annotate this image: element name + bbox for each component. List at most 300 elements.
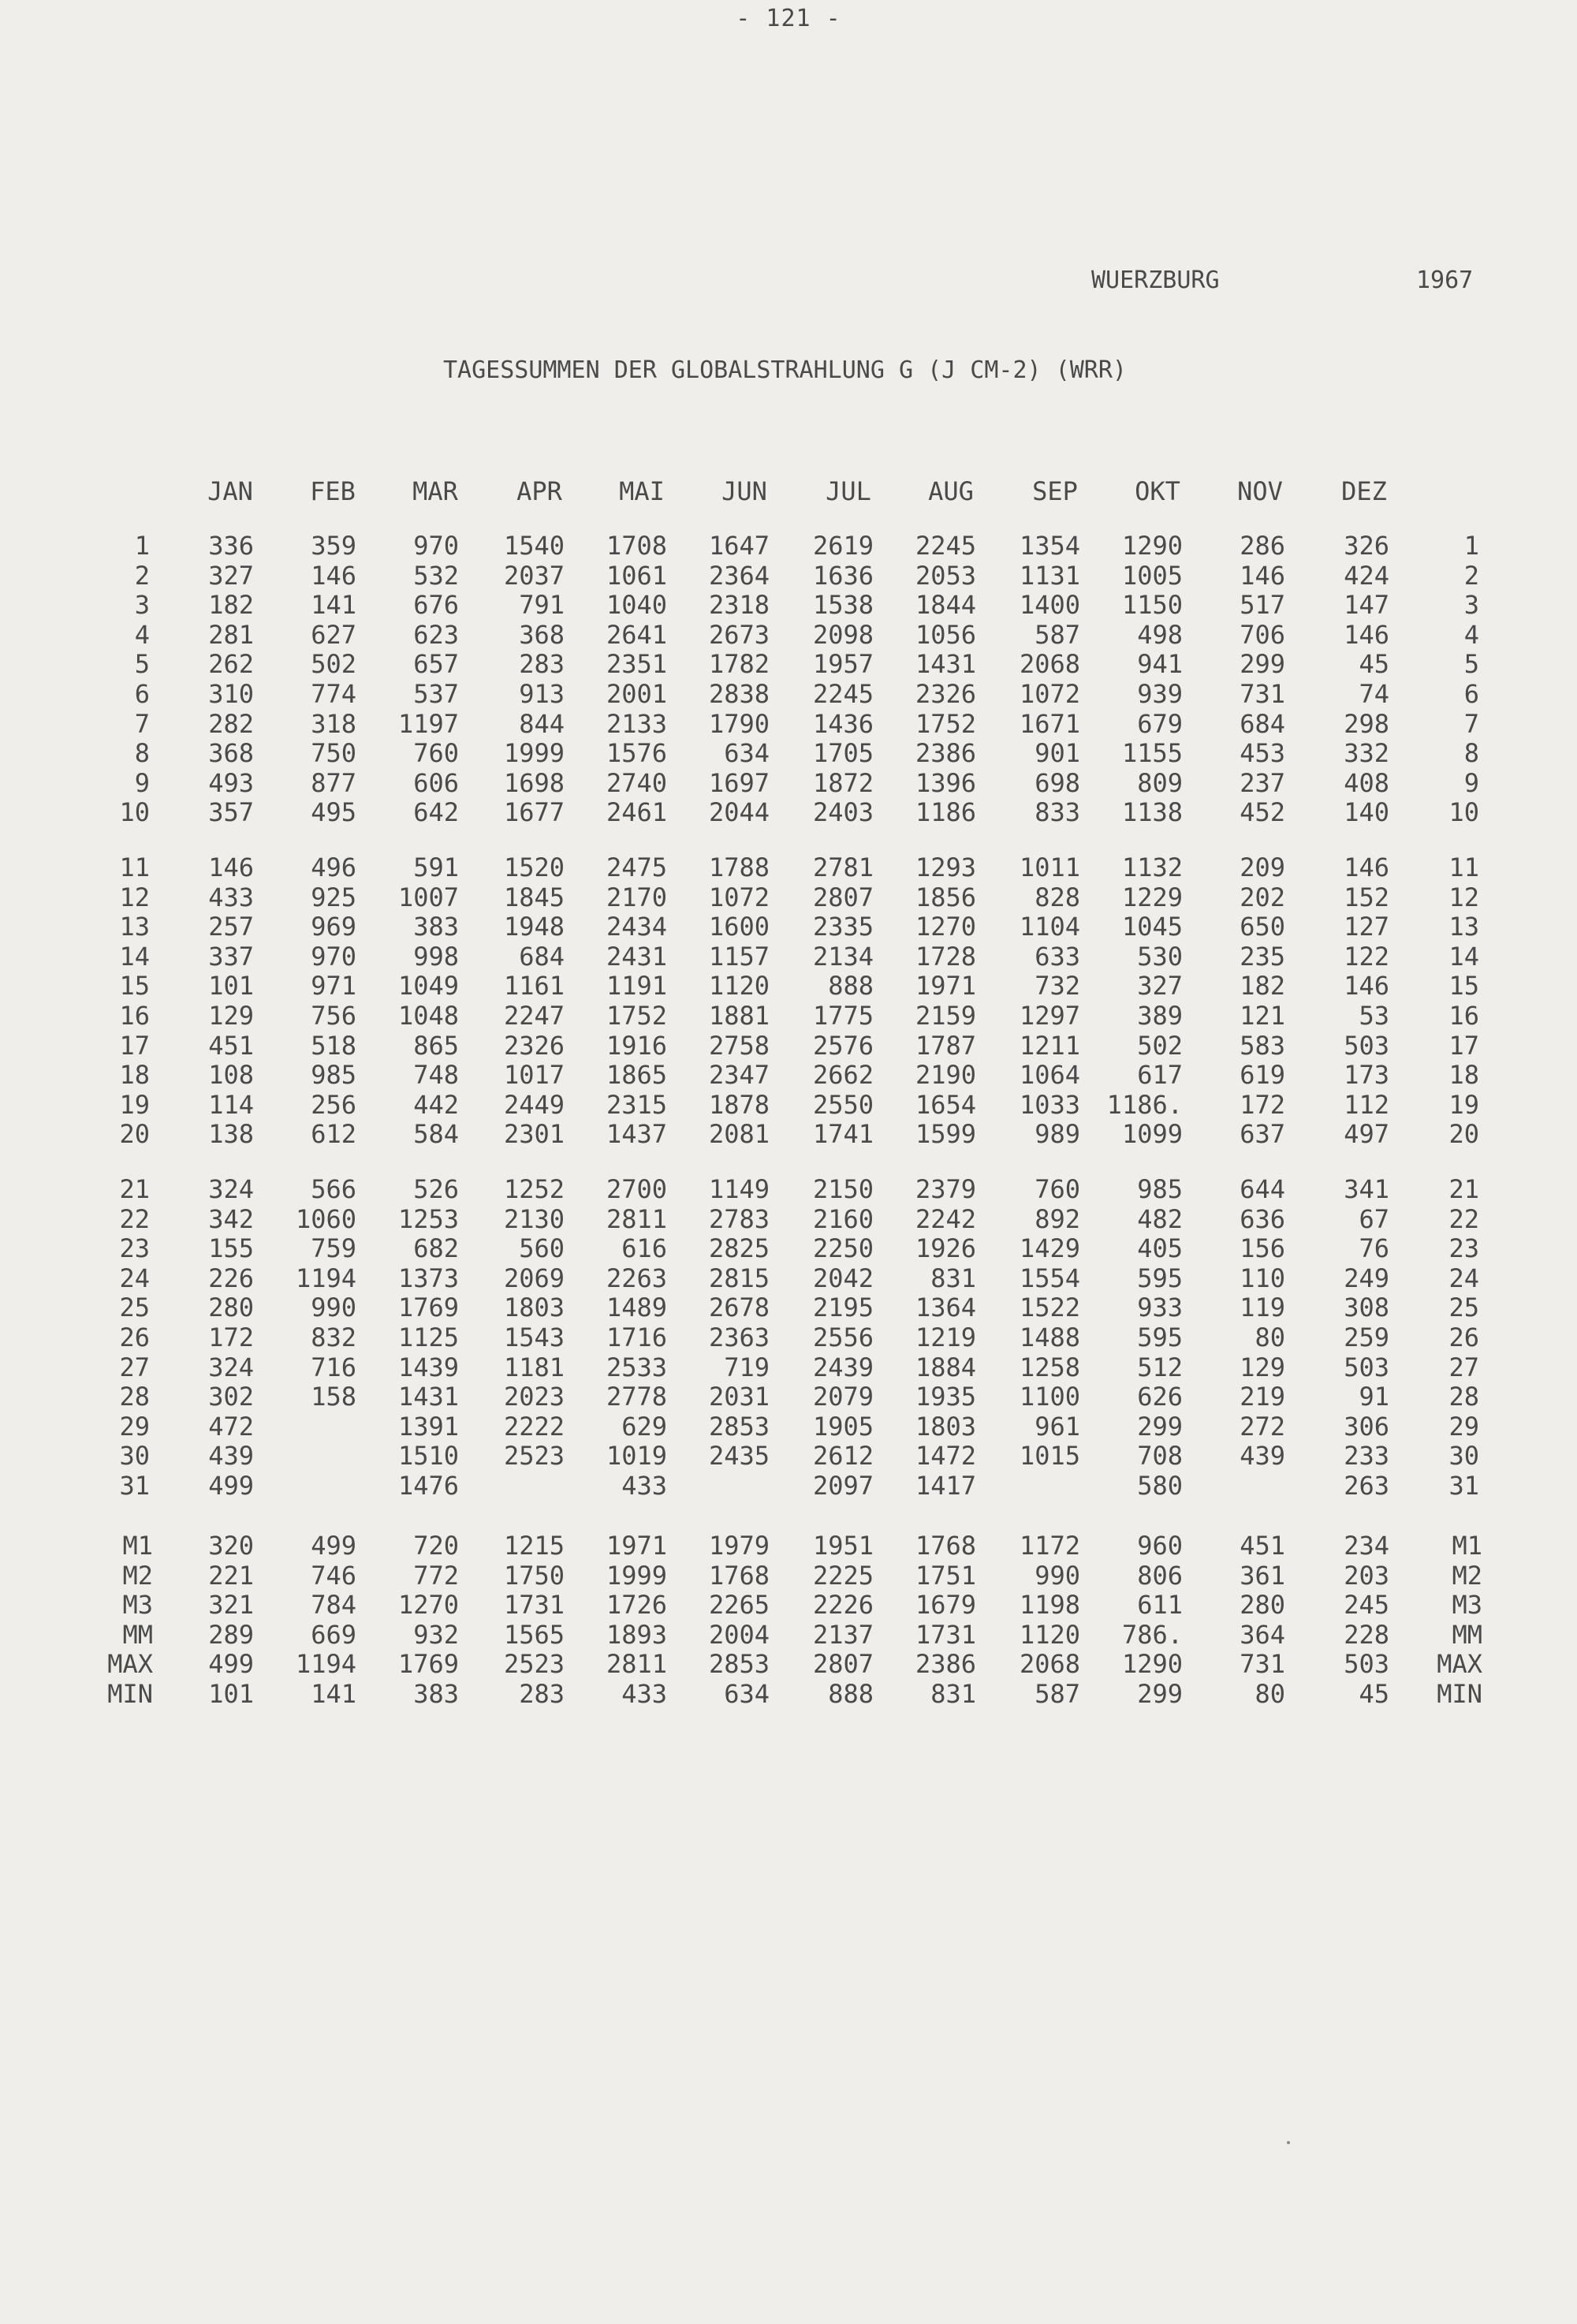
value-cell: 1916 bbox=[606, 1031, 667, 1061]
summary-value-cell: 2137 bbox=[812, 1620, 874, 1650]
summary-value-cell: 2068 bbox=[1019, 1649, 1080, 1679]
day-label-left: 26 bbox=[119, 1322, 150, 1352]
value-cell: 2301 bbox=[503, 1119, 565, 1149]
value-cell: 791 bbox=[519, 590, 565, 620]
summary-value-cell: 141 bbox=[311, 1679, 356, 1709]
day-label-left: 27 bbox=[119, 1352, 150, 1382]
summary-value-cell: 1999 bbox=[606, 1561, 667, 1591]
value-cell: 530 bbox=[1137, 942, 1183, 972]
day-label-left: 2 bbox=[134, 561, 150, 591]
value-cell: 1161 bbox=[503, 971, 565, 1001]
summary-value-cell: 784 bbox=[311, 1590, 356, 1620]
value-cell: 302 bbox=[208, 1382, 254, 1412]
value-cell: 262 bbox=[208, 649, 254, 679]
value-cell: 756 bbox=[311, 1001, 356, 1031]
month-header-feb: FEB bbox=[310, 476, 356, 506]
value-cell: 2576 bbox=[812, 1031, 874, 1061]
summary-value-cell: 888 bbox=[828, 1679, 874, 1709]
value-cell: 809 bbox=[1137, 768, 1183, 798]
value-cell: 708 bbox=[1137, 1441, 1183, 1471]
summary-value-cell: 1270 bbox=[397, 1590, 459, 1620]
value-cell: 971 bbox=[311, 971, 356, 1001]
value-cell: 152 bbox=[1344, 882, 1389, 912]
value-cell: 74 bbox=[1359, 679, 1389, 709]
value-cell: 1520 bbox=[503, 852, 565, 882]
day-label-right: 13 bbox=[1448, 912, 1479, 942]
value-cell: 619 bbox=[1240, 1060, 1285, 1090]
value-cell: 1698 bbox=[503, 768, 565, 798]
value-cell: 684 bbox=[519, 942, 565, 972]
day-label-right: 2 bbox=[1463, 561, 1479, 591]
value-cell: 1005 bbox=[1121, 561, 1183, 591]
summary-value-cell: 1979 bbox=[708, 1531, 770, 1561]
value-cell: 1056 bbox=[915, 620, 976, 650]
day-label-left: 17 bbox=[119, 1031, 150, 1061]
value-cell: 636 bbox=[1240, 1204, 1285, 1234]
summary-value-cell: 2853 bbox=[708, 1649, 770, 1679]
value-cell: 933 bbox=[1137, 1293, 1183, 1322]
day-label-left: 25 bbox=[119, 1293, 150, 1322]
value-cell: 2250 bbox=[812, 1233, 874, 1263]
value-cell: 2068 bbox=[1019, 649, 1080, 679]
value-cell: 2159 bbox=[915, 1001, 976, 1031]
value-cell: 439 bbox=[208, 1441, 254, 1471]
value-cell: 310 bbox=[208, 679, 254, 709]
value-cell: 156 bbox=[1240, 1233, 1285, 1263]
value-cell: 1844 bbox=[915, 590, 976, 620]
value-cell: 1364 bbox=[915, 1293, 976, 1322]
value-cell: 1417 bbox=[915, 1471, 976, 1501]
value-cell: 442 bbox=[413, 1090, 459, 1120]
value-cell: 1290 bbox=[1121, 531, 1183, 561]
summary-value-cell: 2811 bbox=[606, 1649, 667, 1679]
value-cell: 1431 bbox=[915, 649, 976, 679]
value-cell: 1191 bbox=[606, 971, 667, 1001]
value-cell: 2031 bbox=[708, 1382, 770, 1412]
day-label-right: 8 bbox=[1463, 738, 1479, 768]
value-cell: 1472 bbox=[915, 1441, 976, 1471]
value-cell: 2190 bbox=[915, 1060, 976, 1090]
value-cell: 2815 bbox=[708, 1263, 770, 1293]
value-cell: 901 bbox=[1035, 738, 1080, 768]
value-cell: 2556 bbox=[812, 1322, 874, 1352]
value-cell: 719 bbox=[724, 1352, 770, 1382]
day-label-left: 21 bbox=[119, 1174, 150, 1204]
day-label-left: 29 bbox=[119, 1412, 150, 1442]
value-cell: 1845 bbox=[503, 882, 565, 912]
value-cell: 1011 bbox=[1019, 852, 1080, 882]
summary-value-cell: 245 bbox=[1344, 1590, 1389, 1620]
value-cell: 716 bbox=[311, 1352, 356, 1382]
day-label-right: 19 bbox=[1448, 1090, 1479, 1120]
value-cell: 566 bbox=[311, 1174, 356, 1204]
value-cell: 1211 bbox=[1019, 1031, 1080, 1061]
value-cell: 1131 bbox=[1019, 561, 1080, 591]
value-cell: 405 bbox=[1137, 1233, 1183, 1263]
value-cell: 1431 bbox=[397, 1382, 459, 1412]
value-cell: 1045 bbox=[1121, 912, 1183, 942]
day-label-left: 22 bbox=[119, 1204, 150, 1234]
value-cell: 1716 bbox=[606, 1322, 667, 1352]
value-cell: 1554 bbox=[1019, 1263, 1080, 1293]
value-cell: 1599 bbox=[915, 1119, 976, 1149]
value-cell: 433 bbox=[208, 882, 254, 912]
day-label-left: 30 bbox=[119, 1441, 150, 1471]
value-cell: 146 bbox=[1344, 620, 1389, 650]
summary-label-right: MIN bbox=[1437, 1679, 1482, 1709]
value-cell: 591 bbox=[413, 852, 459, 882]
value-cell: 2347 bbox=[708, 1060, 770, 1090]
value-cell: 1872 bbox=[812, 768, 874, 798]
value-cell: 970 bbox=[311, 942, 356, 972]
value-cell: 633 bbox=[1035, 942, 1080, 972]
day-label-right: 30 bbox=[1448, 1441, 1479, 1471]
summary-value-cell: 1951 bbox=[812, 1531, 874, 1561]
day-label-right: 18 bbox=[1448, 1060, 1479, 1090]
value-cell: 499 bbox=[208, 1471, 254, 1501]
value-cell: 985 bbox=[1137, 1174, 1183, 1204]
value-cell: 1099 bbox=[1121, 1119, 1183, 1149]
value-cell: 341 bbox=[1344, 1174, 1389, 1204]
value-cell: 1957 bbox=[812, 649, 874, 679]
value-cell: 324 bbox=[208, 1352, 254, 1382]
day-label-right: 14 bbox=[1448, 942, 1479, 972]
value-cell: 1104 bbox=[1019, 912, 1080, 942]
day-label-right: 4 bbox=[1463, 620, 1479, 650]
value-cell: 76 bbox=[1359, 1233, 1389, 1263]
summary-value-cell: 2386 bbox=[915, 1649, 976, 1679]
value-cell: 155 bbox=[208, 1233, 254, 1263]
value-cell: 1510 bbox=[397, 1441, 459, 1471]
value-cell: 233 bbox=[1344, 1441, 1389, 1471]
day-label-left: 9 bbox=[134, 768, 150, 798]
value-cell: 257 bbox=[208, 912, 254, 942]
month-header-dez: DEZ bbox=[1341, 476, 1387, 506]
summary-label-left: M2 bbox=[122, 1561, 153, 1591]
value-cell: 626 bbox=[1137, 1382, 1183, 1412]
summary-label-right: MAX bbox=[1437, 1649, 1482, 1679]
value-cell: 1935 bbox=[915, 1382, 976, 1412]
value-cell: 122 bbox=[1344, 942, 1389, 972]
month-header-apr: APR bbox=[516, 476, 562, 506]
table-title: TAGESSUMMEN DER GLOBALSTRAHLUNG G (J CM-2) (WRR) bbox=[443, 356, 1127, 384]
summary-label-left: M3 bbox=[122, 1590, 153, 1620]
value-cell: 1150 bbox=[1121, 590, 1183, 620]
value-cell: 53 bbox=[1359, 1001, 1389, 1031]
value-cell: 1138 bbox=[1121, 797, 1183, 827]
value-cell: 759 bbox=[311, 1233, 356, 1263]
value-cell: 888 bbox=[828, 971, 874, 1001]
value-cell: 368 bbox=[208, 738, 254, 768]
value-cell: 642 bbox=[413, 797, 459, 827]
day-label-left: 19 bbox=[119, 1090, 150, 1120]
value-cell: 2335 bbox=[812, 912, 874, 942]
value-cell: 760 bbox=[413, 738, 459, 768]
value-cell: 503 bbox=[1344, 1352, 1389, 1382]
value-cell: 2326 bbox=[503, 1031, 565, 1061]
value-cell: 1905 bbox=[812, 1412, 874, 1442]
value-cell: 2160 bbox=[812, 1204, 874, 1234]
summary-value-cell: 433 bbox=[621, 1679, 667, 1709]
value-cell: 2700 bbox=[606, 1174, 667, 1204]
day-label-right: 22 bbox=[1448, 1204, 1479, 1234]
value-cell: 1270 bbox=[915, 912, 976, 942]
value-cell: 332 bbox=[1344, 738, 1389, 768]
month-header-mar: MAR bbox=[412, 476, 458, 506]
summary-value-cell: 1971 bbox=[606, 1531, 667, 1561]
value-cell: 482 bbox=[1137, 1204, 1183, 1234]
value-cell: 1476 bbox=[397, 1471, 459, 1501]
value-cell: 2081 bbox=[708, 1119, 770, 1149]
value-cell: 1197 bbox=[397, 709, 459, 739]
value-cell: 2044 bbox=[708, 797, 770, 827]
day-label-right: 7 bbox=[1463, 709, 1479, 739]
value-cell: 259 bbox=[1344, 1322, 1389, 1352]
value-cell: 732 bbox=[1035, 971, 1080, 1001]
value-cell: 502 bbox=[311, 649, 356, 679]
value-cell: 2222 bbox=[503, 1412, 565, 1442]
value-cell: 256 bbox=[311, 1090, 356, 1120]
value-cell: 2351 bbox=[606, 649, 667, 679]
value-cell: 453 bbox=[1240, 738, 1285, 768]
value-cell: 537 bbox=[413, 679, 459, 709]
value-cell: 1064 bbox=[1019, 1060, 1080, 1090]
day-label-right: 9 bbox=[1463, 768, 1479, 798]
value-cell: 337 bbox=[208, 942, 254, 972]
month-header-okt: OKT bbox=[1135, 476, 1180, 506]
value-cell: 616 bbox=[621, 1233, 667, 1263]
value-cell: 112 bbox=[1344, 1090, 1389, 1120]
value-cell: 497 bbox=[1344, 1119, 1389, 1149]
value-cell: 452 bbox=[1240, 797, 1285, 827]
month-header-sep: SEP bbox=[1032, 476, 1078, 506]
value-cell: 1061 bbox=[606, 561, 667, 591]
value-cell: 45 bbox=[1359, 649, 1389, 679]
value-cell: 2612 bbox=[812, 1441, 874, 1471]
value-cell: 731 bbox=[1240, 679, 1285, 709]
value-cell: 1543 bbox=[503, 1322, 565, 1352]
value-cell: 595 bbox=[1137, 1263, 1183, 1293]
value-cell: 383 bbox=[413, 912, 459, 942]
value-cell: 2037 bbox=[503, 561, 565, 591]
value-cell: 1884 bbox=[915, 1352, 976, 1382]
value-cell: 141 bbox=[311, 590, 356, 620]
summary-label-left: M1 bbox=[122, 1531, 153, 1561]
summary-value-cell: 320 bbox=[208, 1531, 254, 1561]
value-cell: 1865 bbox=[606, 1060, 667, 1090]
summary-value-cell: 503 bbox=[1344, 1649, 1389, 1679]
value-cell: 439 bbox=[1240, 1441, 1285, 1471]
value-cell: 451 bbox=[208, 1031, 254, 1061]
summary-value-cell: 45 bbox=[1359, 1679, 1389, 1709]
summary-value-cell: 2265 bbox=[708, 1590, 770, 1620]
summary-value-cell: 669 bbox=[311, 1620, 356, 1650]
value-cell: 2097 bbox=[812, 1471, 874, 1501]
summary-value-cell: 990 bbox=[1035, 1561, 1080, 1591]
day-label-right: 23 bbox=[1448, 1233, 1479, 1263]
value-cell: 760 bbox=[1035, 1174, 1080, 1204]
value-cell: 1181 bbox=[503, 1352, 565, 1382]
page-number: - 121 - bbox=[736, 5, 841, 32]
day-label-right: 11 bbox=[1448, 852, 1479, 882]
summary-value-cell: 1290 bbox=[1121, 1649, 1183, 1679]
value-cell: 281 bbox=[208, 620, 254, 650]
value-cell: 1705 bbox=[812, 738, 874, 768]
summary-value-cell: 321 bbox=[208, 1590, 254, 1620]
value-cell: 512 bbox=[1137, 1352, 1183, 1382]
value-cell: 2386 bbox=[915, 738, 976, 768]
value-cell: 129 bbox=[208, 1001, 254, 1031]
summary-value-cell: 1751 bbox=[915, 1561, 976, 1591]
value-cell: 969 bbox=[311, 912, 356, 942]
day-label-right: 10 bbox=[1448, 797, 1479, 827]
value-cell: 1229 bbox=[1121, 882, 1183, 912]
value-cell: 146 bbox=[1240, 561, 1285, 591]
summary-value-cell: 1172 bbox=[1019, 1531, 1080, 1561]
summary-value-cell: 2807 bbox=[812, 1649, 874, 1679]
value-cell: 173 bbox=[1344, 1060, 1389, 1090]
value-cell: 1576 bbox=[606, 738, 667, 768]
value-cell: 1752 bbox=[915, 709, 976, 739]
summary-value-cell: 1565 bbox=[503, 1620, 565, 1650]
summary-value-cell: 383 bbox=[413, 1679, 459, 1709]
value-cell: 1741 bbox=[812, 1119, 874, 1149]
value-cell: 2245 bbox=[915, 531, 976, 561]
summary-value-cell: 806 bbox=[1137, 1561, 1183, 1591]
value-cell: 2318 bbox=[708, 590, 770, 620]
summary-value-cell: 772 bbox=[413, 1561, 459, 1591]
value-cell: 172 bbox=[208, 1322, 254, 1352]
value-cell: 706 bbox=[1240, 620, 1285, 650]
value-cell: 503 bbox=[1344, 1031, 1389, 1061]
value-cell: 2475 bbox=[606, 852, 667, 882]
value-cell: 1391 bbox=[397, 1412, 459, 1442]
value-cell: 833 bbox=[1035, 797, 1080, 827]
value-cell: 1194 bbox=[295, 1263, 356, 1293]
value-cell: 146 bbox=[311, 561, 356, 591]
value-cell: 138 bbox=[208, 1119, 254, 1149]
summary-value-cell: 2004 bbox=[708, 1620, 770, 1650]
value-cell: 865 bbox=[413, 1031, 459, 1061]
value-cell: 1186. bbox=[1106, 1090, 1183, 1120]
value-cell: 219 bbox=[1240, 1382, 1285, 1412]
day-label-right: 29 bbox=[1448, 1412, 1479, 1442]
value-cell: 682 bbox=[413, 1233, 459, 1263]
value-cell: 357 bbox=[208, 797, 254, 827]
value-cell: 1297 bbox=[1019, 1001, 1080, 1031]
day-label-left: 5 bbox=[134, 649, 150, 679]
value-cell: 985 bbox=[311, 1060, 356, 1090]
value-cell: 1100 bbox=[1019, 1382, 1080, 1412]
day-label-left: 18 bbox=[119, 1060, 150, 1090]
day-label-left: 11 bbox=[119, 852, 150, 882]
summary-value-cell: 499 bbox=[208, 1649, 254, 1679]
day-label-left: 6 bbox=[134, 679, 150, 709]
summary-value-cell: 2225 bbox=[812, 1561, 874, 1591]
value-cell: 263 bbox=[1344, 1471, 1389, 1501]
value-cell: 2098 bbox=[812, 620, 874, 650]
value-cell: 1488 bbox=[1019, 1322, 1080, 1352]
summary-value-cell: 364 bbox=[1240, 1620, 1285, 1650]
value-cell: 1017 bbox=[503, 1060, 565, 1090]
value-cell: 2079 bbox=[812, 1382, 874, 1412]
value-cell: 634 bbox=[724, 738, 770, 768]
value-cell: 283 bbox=[519, 649, 565, 679]
value-cell: 1856 bbox=[915, 882, 976, 912]
value-cell: 498 bbox=[1137, 620, 1183, 650]
value-cell: 970 bbox=[413, 531, 459, 561]
value-cell: 1878 bbox=[708, 1090, 770, 1120]
value-cell: 1787 bbox=[915, 1031, 976, 1061]
value-cell: 298 bbox=[1344, 709, 1389, 739]
value-cell: 389 bbox=[1137, 1001, 1183, 1031]
value-cell: 182 bbox=[1240, 971, 1285, 1001]
value-cell: 617 bbox=[1137, 1060, 1183, 1090]
value-cell: 526 bbox=[413, 1174, 459, 1204]
value-cell: 1803 bbox=[503, 1293, 565, 1322]
value-cell: 684 bbox=[1240, 709, 1285, 739]
summary-value-cell: 80 bbox=[1255, 1679, 1285, 1709]
summary-value-cell: 499 bbox=[311, 1531, 356, 1561]
summary-value-cell: 731 bbox=[1240, 1649, 1285, 1679]
value-cell: 1373 bbox=[397, 1263, 459, 1293]
value-cell: 2150 bbox=[812, 1174, 874, 1204]
value-cell: 1926 bbox=[915, 1233, 976, 1263]
value-cell: 1436 bbox=[812, 709, 874, 739]
value-cell: 237 bbox=[1240, 768, 1285, 798]
value-cell: 209 bbox=[1240, 852, 1285, 882]
summary-value-cell: 361 bbox=[1240, 1561, 1285, 1591]
day-label-right: 17 bbox=[1448, 1031, 1479, 1061]
value-cell: 119 bbox=[1240, 1293, 1285, 1322]
value-cell: 1790 bbox=[708, 709, 770, 739]
value-cell: 1072 bbox=[1019, 679, 1080, 709]
value-cell: 2641 bbox=[606, 620, 667, 650]
value-cell: 1186 bbox=[915, 797, 976, 827]
value-cell: 1654 bbox=[915, 1090, 976, 1120]
value-cell: 750 bbox=[311, 738, 356, 768]
value-cell: 698 bbox=[1035, 768, 1080, 798]
day-label-left: 31 bbox=[119, 1471, 150, 1501]
value-cell: 91 bbox=[1359, 1382, 1389, 1412]
day-label-right: 6 bbox=[1463, 679, 1479, 709]
day-label-left: 8 bbox=[134, 738, 150, 768]
value-cell: 1132 bbox=[1121, 852, 1183, 882]
value-cell: 2461 bbox=[606, 797, 667, 827]
value-cell: 1788 bbox=[708, 852, 770, 882]
value-cell: 1219 bbox=[915, 1322, 976, 1352]
summary-value-cell: 2523 bbox=[503, 1649, 565, 1679]
day-label-right: 15 bbox=[1448, 971, 1479, 1001]
value-cell: 1948 bbox=[503, 912, 565, 942]
value-cell: 182 bbox=[208, 590, 254, 620]
scan-speck bbox=[1287, 2141, 1290, 2144]
day-label-left: 10 bbox=[119, 797, 150, 827]
summary-value-cell: 2226 bbox=[812, 1590, 874, 1620]
value-cell: 235 bbox=[1240, 942, 1285, 972]
value-cell: 595 bbox=[1137, 1322, 1183, 1352]
value-cell: 146 bbox=[1344, 971, 1389, 1001]
value-cell: 472 bbox=[208, 1412, 254, 1442]
value-cell: 2245 bbox=[812, 679, 874, 709]
value-cell: 2662 bbox=[812, 1060, 874, 1090]
value-cell: 327 bbox=[208, 561, 254, 591]
summary-value-cell: 1768 bbox=[915, 1531, 976, 1561]
value-cell: 1400 bbox=[1019, 590, 1080, 620]
value-cell: 140 bbox=[1344, 797, 1389, 827]
value-cell: 299 bbox=[1240, 649, 1285, 679]
value-cell: 679 bbox=[1137, 709, 1183, 739]
